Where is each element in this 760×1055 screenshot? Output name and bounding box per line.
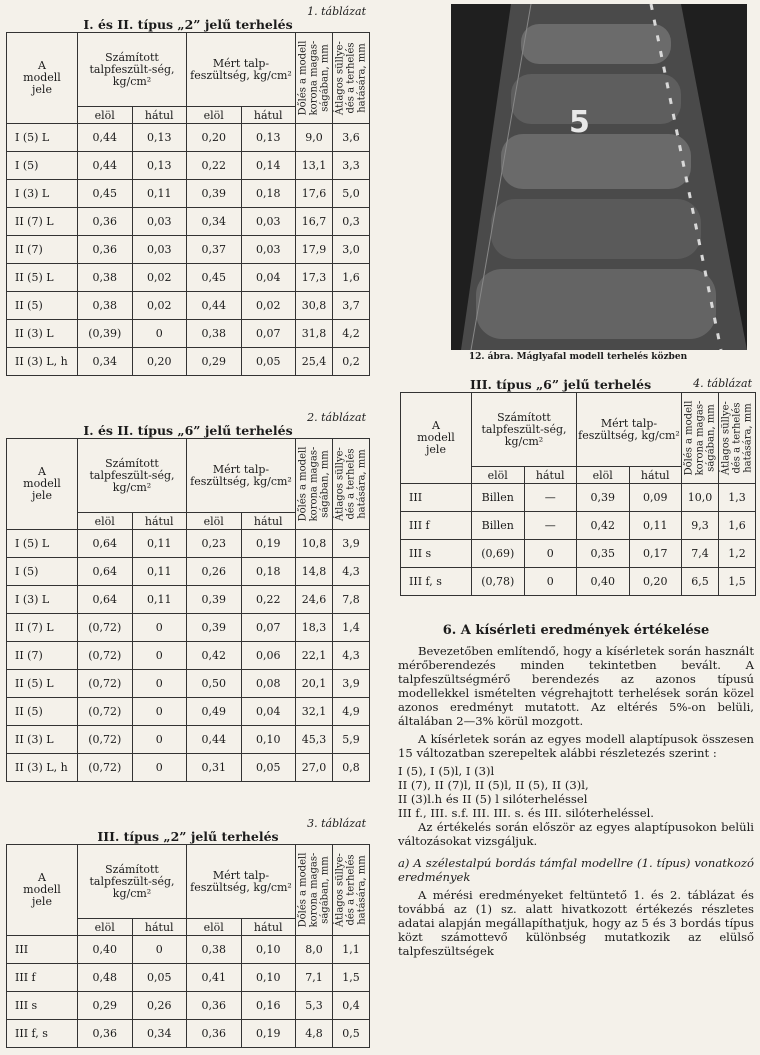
- table-cell: 0,50: [187, 670, 242, 698]
- table-cell: 25,4: [296, 348, 333, 376]
- section-heading: 6. A kísérleti eredmények értékelése: [442, 623, 710, 638]
- row-label: II (7) L: [7, 614, 78, 642]
- table-cell: 0,44: [187, 726, 242, 754]
- table-row: [7, 236, 370, 264]
- table-cell: 0,39: [187, 586, 242, 614]
- table-cell: 0,49: [187, 698, 242, 726]
- header-back: hátul: [524, 467, 577, 484]
- header-computed: Számított talpfeszült-ség, kg/cm²: [78, 33, 187, 107]
- row-label: II (3) L, h: [7, 754, 78, 782]
- table-cell: 8,0: [296, 936, 333, 964]
- table-cell: 0,44: [78, 152, 133, 180]
- table-cell: 0,36: [78, 1020, 133, 1048]
- header-tilt-text: Dőlés a modell korona magas- ságában, mm: [297, 852, 331, 928]
- table-cell: 13,1: [296, 152, 333, 180]
- table-cell: 1,2: [719, 540, 756, 568]
- table-cell: 0,45: [187, 264, 242, 292]
- table-cell: 0: [132, 754, 187, 782]
- table-2-block: [6, 412, 370, 782]
- table-row: [7, 698, 370, 726]
- table-cell: 0,05: [241, 348, 296, 376]
- table-cell: 18,3: [296, 614, 333, 642]
- table-row: [7, 180, 370, 208]
- table-cell: 0,22: [241, 586, 296, 614]
- table-cell: 0,03: [241, 208, 296, 236]
- header-tilt-text: Dőlés a modell korona magas- ságában, mm: [297, 446, 331, 522]
- header-model: A modell jele: [401, 393, 472, 484]
- header-tilt: [296, 33, 333, 124]
- table-row: [7, 264, 370, 292]
- table-cell: 0: [132, 670, 187, 698]
- list-line: II (3)l.h és II (5) l silóterheléssel: [398, 792, 588, 806]
- table-cell: 0,16: [241, 992, 296, 1020]
- table-cell: 45,3: [296, 726, 333, 754]
- list-line: III f., III. s.f. III. III. s. és III. silóterheléssel.: [398, 806, 654, 820]
- header-tilt: [296, 845, 333, 936]
- table-cell: 0,36: [187, 992, 242, 1020]
- table-cell: 0,08: [241, 670, 296, 698]
- header-back: hátul: [132, 513, 187, 530]
- header-front: elöl: [78, 107, 133, 124]
- table-cell: 17,6: [296, 180, 333, 208]
- header-settle-text: Átlagos süllye- dés a terhelés hatására, mm: [334, 447, 368, 521]
- table-cell: 0: [524, 568, 577, 596]
- table-cell: (0,72): [78, 754, 133, 782]
- table-cell: Billen: [472, 484, 525, 512]
- table-cell: —: [524, 484, 577, 512]
- table-cell: 30,8: [296, 292, 333, 320]
- table-cell: 0,20: [132, 348, 187, 376]
- table-cell: 0,39: [577, 484, 630, 512]
- table-cell: 0,18: [241, 180, 296, 208]
- header-settle: [333, 33, 370, 124]
- table-cell: 0,17: [629, 540, 682, 568]
- table-cell: 9,3: [682, 512, 719, 540]
- table-cell: 27,0: [296, 754, 333, 782]
- row-label: I (3) L: [7, 180, 78, 208]
- table-cell: 17,3: [296, 264, 333, 292]
- table-cell: 0: [132, 698, 187, 726]
- table-cell: 24,6: [296, 586, 333, 614]
- table-cell: 0,10: [241, 726, 296, 754]
- table-number: 3. táblázat: [307, 817, 366, 830]
- table-cell: 0,36: [187, 1020, 242, 1048]
- row-label: III f, s: [401, 568, 472, 596]
- table-4-block: [400, 378, 756, 596]
- table-cell: 0,35: [577, 540, 630, 568]
- row-label: I (5): [7, 558, 78, 586]
- table-cell: 0,05: [241, 754, 296, 782]
- table-cell: 16,7: [296, 208, 333, 236]
- table-row: [7, 1020, 370, 1048]
- table-row: [7, 558, 370, 586]
- table-cell: (0,72): [78, 670, 133, 698]
- table-cell: 7,8: [333, 586, 370, 614]
- table-cell: 0,26: [187, 558, 242, 586]
- table-cell: 0,03: [132, 208, 187, 236]
- data-table: [6, 32, 370, 376]
- table-cell: 0,36: [78, 236, 133, 264]
- header-front: elöl: [187, 919, 242, 936]
- figure-caption: 12. ábra. Máglyafal modell terhelés közben: [468, 352, 688, 362]
- table-number: 4. táblázat: [693, 377, 752, 390]
- table-row: [7, 964, 370, 992]
- data-table: [6, 438, 370, 782]
- row-label: III f: [401, 512, 472, 540]
- table-cell: 1,6: [719, 512, 756, 540]
- table-cell: 0: [132, 614, 187, 642]
- table-cell: 5,0: [333, 180, 370, 208]
- paragraph: A kísérletek során az egyes modell alaptípusok összesen 15 változatban szerepeltek alábbi részletezés szerint :: [398, 732, 754, 760]
- table-row: [401, 540, 756, 568]
- row-label: I (5) L: [7, 530, 78, 558]
- header-measured: Mért talp-feszültség, kg/cm²: [187, 439, 296, 513]
- table-cell: 0,11: [629, 512, 682, 540]
- table-cell: 0,8: [333, 754, 370, 782]
- paragraph: Az értékelés során először az egyes alaptípusokon belüli változásokat vizsgáljuk.: [398, 820, 754, 848]
- table-cell: 0,5: [333, 1020, 370, 1048]
- table-cell: 31,8: [296, 320, 333, 348]
- table-row: [7, 152, 370, 180]
- header-front: elöl: [78, 513, 133, 530]
- table-number: 2. táblázat: [307, 411, 366, 424]
- row-label: III: [401, 484, 472, 512]
- table-cell: 0,42: [577, 512, 630, 540]
- header-model: A modell jele: [7, 845, 78, 936]
- header-front: elöl: [78, 919, 133, 936]
- table-cell: 3,9: [333, 670, 370, 698]
- table-cell: 4,9: [333, 698, 370, 726]
- row-label: II (3) L: [7, 320, 78, 348]
- table-cell: 10,8: [296, 530, 333, 558]
- table-title: I. és II. típus „2” jelű terhelés: [83, 17, 293, 32]
- table-cell: 5,3: [296, 992, 333, 1020]
- table-cell: 0,20: [629, 568, 682, 596]
- table-cell: 0,09: [629, 484, 682, 512]
- table-row: [7, 992, 370, 1020]
- table-cell: 0,05: [132, 964, 187, 992]
- table-cell: 0,10: [241, 964, 296, 992]
- article-body: [398, 624, 754, 962]
- table-cell: 0,11: [132, 586, 187, 614]
- table-cell: 0: [132, 642, 187, 670]
- table-cell: 7,1: [296, 964, 333, 992]
- header-measured: Mért talp-feszültség, kg/cm²: [187, 33, 296, 107]
- header-tilt-text: Dőlés a modell korona magas- ságában, mm: [297, 40, 331, 116]
- table-cell: 1,6: [333, 264, 370, 292]
- table-cell: 0,34: [187, 208, 242, 236]
- table-cell: 0,34: [132, 1020, 187, 1048]
- table-cell: 0,06: [241, 642, 296, 670]
- table-cell: 1,5: [719, 568, 756, 596]
- header-computed: Számított talpfeszült-ség, kg/cm²: [78, 439, 187, 513]
- table-cell: 4,3: [333, 642, 370, 670]
- table-title: I. és II. típus „6” jelű terhelés: [83, 423, 293, 438]
- data-table: [400, 392, 756, 596]
- table-cell: 0,34: [78, 348, 133, 376]
- table-cell: 14,8: [296, 558, 333, 586]
- table-title: III. típus „2” jelű terhelés: [97, 829, 279, 844]
- table-cell: 0,13: [132, 152, 187, 180]
- table-cell: 0,11: [132, 530, 187, 558]
- table-cell: 0,26: [132, 992, 187, 1020]
- table-row: [7, 208, 370, 236]
- table-row: [7, 936, 370, 964]
- table-cell: 0,20: [187, 124, 242, 152]
- table-cell: 6,5: [682, 568, 719, 596]
- header-back: hátul: [132, 107, 187, 124]
- table-row: [7, 586, 370, 614]
- table-cell: 0,39: [187, 180, 242, 208]
- table-cell: 0,03: [132, 236, 187, 264]
- table-cell: (0,72): [78, 614, 133, 642]
- table-cell: 0,11: [132, 180, 187, 208]
- table-row: [401, 568, 756, 596]
- data-table: [6, 844, 370, 1048]
- table-1-block: [6, 6, 370, 376]
- row-label: II (7): [7, 642, 78, 670]
- header-back: hátul: [629, 467, 682, 484]
- table-cell: 10,0: [682, 484, 719, 512]
- table-row: [7, 670, 370, 698]
- table-row: [7, 754, 370, 782]
- header-front: elöl: [187, 107, 242, 124]
- header-model: A modell jele: [7, 33, 78, 124]
- table-row: [7, 320, 370, 348]
- table-cell: 0,29: [78, 992, 133, 1020]
- table-cell: 0,38: [78, 264, 133, 292]
- table-title: III. típus „6” jelű terhelés: [470, 377, 652, 392]
- row-label: II (7): [7, 236, 78, 264]
- table-cell: 3,3: [333, 152, 370, 180]
- header-tilt: [296, 439, 333, 530]
- table-cell: 0,31: [187, 754, 242, 782]
- table-cell: 0,37: [187, 236, 242, 264]
- table-cell: 0,14: [241, 152, 296, 180]
- table-cell: —: [524, 512, 577, 540]
- header-front: elöl: [577, 467, 630, 484]
- header-settle-text: Átlagos süllye- dés a terhelés hatására, mm: [720, 401, 754, 475]
- table-row: [7, 614, 370, 642]
- header-settle: [333, 845, 370, 936]
- row-label: I (3) L: [7, 586, 78, 614]
- table-cell: 9,0: [296, 124, 333, 152]
- table-cell: (0,72): [78, 698, 133, 726]
- paragraph: A mérési eredményeket feltüntető 1. és 2. táblázat és továbbá az (1) sz. alatt hivatkozott értékezés részletes adatai alapján megállapíthatjuk, hogy az 5 és 3 bordás típus közt számottevő különbség mutatkozik az elülső talpfeszültségek: [398, 888, 754, 958]
- table-cell: 0,22: [187, 152, 242, 180]
- header-front: elöl: [187, 513, 242, 530]
- table-cell: 4,3: [333, 558, 370, 586]
- table-cell: 3,6: [333, 124, 370, 152]
- header-tilt: [682, 393, 719, 484]
- table-cell: (0,78): [472, 568, 525, 596]
- table-cell: (0,72): [78, 726, 133, 754]
- table-cell: 0,4: [333, 992, 370, 1020]
- list-line: I (5), I (5)l, I (3)l: [398, 764, 495, 778]
- table-cell: 0,29: [187, 348, 242, 376]
- table-cell: 0,38: [187, 936, 242, 964]
- table-cell: 7,4: [682, 540, 719, 568]
- row-label: III s: [401, 540, 472, 568]
- table-cell: 0,07: [241, 320, 296, 348]
- header-tilt-text: Dőlés a modell korona magas- ságában, mm: [683, 400, 717, 476]
- table-cell: 1,5: [333, 964, 370, 992]
- header-back: hátul: [241, 513, 296, 530]
- table-number: 1. táblázat: [307, 5, 366, 18]
- table-cell: 0,04: [241, 698, 296, 726]
- table-cell: 3,0: [333, 236, 370, 264]
- row-label: II (5): [7, 698, 78, 726]
- row-label: II (3) L: [7, 726, 78, 754]
- header-settle: [333, 439, 370, 530]
- row-label: III: [7, 936, 78, 964]
- header-measured: Mért talp-feszültség, kg/cm²: [187, 845, 296, 919]
- row-label: II (5) L: [7, 264, 78, 292]
- table-cell: 0: [132, 936, 187, 964]
- table-cell: 0,39: [187, 614, 242, 642]
- table-cell: 0,13: [241, 124, 296, 152]
- table-cell: 0,44: [78, 124, 133, 152]
- photo-number-label: 5: [569, 105, 590, 140]
- table-cell: 4,2: [333, 320, 370, 348]
- table-cell: 0: [132, 726, 187, 754]
- header-computed: Számított talpfeszült-ség, kg/cm²: [472, 393, 577, 467]
- table-cell: 0,48: [78, 964, 133, 992]
- header-back: hátul: [241, 107, 296, 124]
- table-cell: 0,02: [132, 264, 187, 292]
- table-cell: 17,9: [296, 236, 333, 264]
- table-cell: (0,72): [78, 642, 133, 670]
- table-cell: 0,38: [78, 292, 133, 320]
- paragraph: Bevezetőben említendő, hogy a kísérletek során használt mérőberendezés minden tekintetben bevált. A talpfeszültségmérő berendezés az azonos típusú modellekkel ismételten végrehajtott terhelések során közel azonos eredményt mutatott. Az eltérés 5%-on belüli, általában 2—3% körül mozgott.: [398, 644, 754, 728]
- table-row: [401, 512, 756, 540]
- header-back: hátul: [132, 919, 187, 936]
- figure-photo: [451, 4, 747, 350]
- table-cell: 0,23: [187, 530, 242, 558]
- table-cell: 1,3: [719, 484, 756, 512]
- row-label: III s: [7, 992, 78, 1020]
- table-cell: 0,64: [78, 586, 133, 614]
- table-cell: 0,04: [241, 264, 296, 292]
- table-cell: 5,9: [333, 726, 370, 754]
- header-model: A modell jele: [7, 439, 78, 530]
- header-computed: Számított talpfeszült-ség, kg/cm²: [78, 845, 187, 919]
- table-cell: 0: [132, 320, 187, 348]
- table-cell: 32,1: [296, 698, 333, 726]
- header-settle: [719, 393, 756, 484]
- table-cell: 0,40: [78, 936, 133, 964]
- table-cell: 0,19: [241, 1020, 296, 1048]
- table-cell: 3,7: [333, 292, 370, 320]
- row-label: II (5) L: [7, 670, 78, 698]
- header-settle-text: Átlagos süllye- dés a terhelés hatására, mm: [334, 41, 368, 115]
- table-cell: 1,4: [333, 614, 370, 642]
- table-cell: 0,36: [78, 208, 133, 236]
- row-label: I (5): [7, 152, 78, 180]
- table-cell: 0,03: [241, 236, 296, 264]
- table-row: [7, 348, 370, 376]
- row-label: III f: [7, 964, 78, 992]
- table-cell: (0,39): [78, 320, 133, 348]
- table-cell: 0,45: [78, 180, 133, 208]
- table-cell: 0,38: [187, 320, 242, 348]
- table-cell: 0,13: [132, 124, 187, 152]
- table-cell: 0: [524, 540, 577, 568]
- table-cell: 0,41: [187, 964, 242, 992]
- row-label: II (5): [7, 292, 78, 320]
- table-row: [7, 124, 370, 152]
- table-cell: 0,2: [333, 348, 370, 376]
- list-line: II (7), II (7)l, II (5)l, II (5), II (3)l,: [398, 778, 589, 792]
- table-cell: 0,44: [187, 292, 242, 320]
- table-cell: Billen: [472, 512, 525, 540]
- table-cell: 20,1: [296, 670, 333, 698]
- table-row: [401, 484, 756, 512]
- table-3-block: [6, 818, 370, 1048]
- table-cell: 22,1: [296, 642, 333, 670]
- table-cell: 0,07: [241, 614, 296, 642]
- table-cell: 0,3: [333, 208, 370, 236]
- table-row: [7, 292, 370, 320]
- table-cell: (0,69): [472, 540, 525, 568]
- table-row: [7, 726, 370, 754]
- table-cell: 0,02: [132, 292, 187, 320]
- row-label: II (3) L, h: [7, 348, 78, 376]
- header-measured: Mért talp-feszültség, kg/cm²: [577, 393, 682, 467]
- header-front: elöl: [472, 467, 525, 484]
- table-row: [7, 530, 370, 558]
- table-row: [7, 642, 370, 670]
- table-cell: 0,02: [241, 292, 296, 320]
- table-cell: 0,10: [241, 936, 296, 964]
- table-cell: 0,64: [78, 530, 133, 558]
- table-cell: 4,8: [296, 1020, 333, 1048]
- table-cell: 3,9: [333, 530, 370, 558]
- table-cell: 1,1: [333, 936, 370, 964]
- table-cell: 0,42: [187, 642, 242, 670]
- subsection-heading: a) A szélestalpú bordás támfal modellre (1. típus) vonatkozó eredmények: [398, 856, 754, 884]
- table-cell: 0,19: [241, 530, 296, 558]
- table-cell: 0,18: [241, 558, 296, 586]
- table-cell: 0,11: [132, 558, 187, 586]
- header-back: hátul: [241, 919, 296, 936]
- row-label: I (5) L: [7, 124, 78, 152]
- row-label: III f, s: [7, 1020, 78, 1048]
- row-label: II (7) L: [7, 208, 78, 236]
- header-settle-text: Átlagos süllye- dés a terhelés hatására, mm: [334, 853, 368, 927]
- table-cell: 0,64: [78, 558, 133, 586]
- table-cell: 0,40: [577, 568, 630, 596]
